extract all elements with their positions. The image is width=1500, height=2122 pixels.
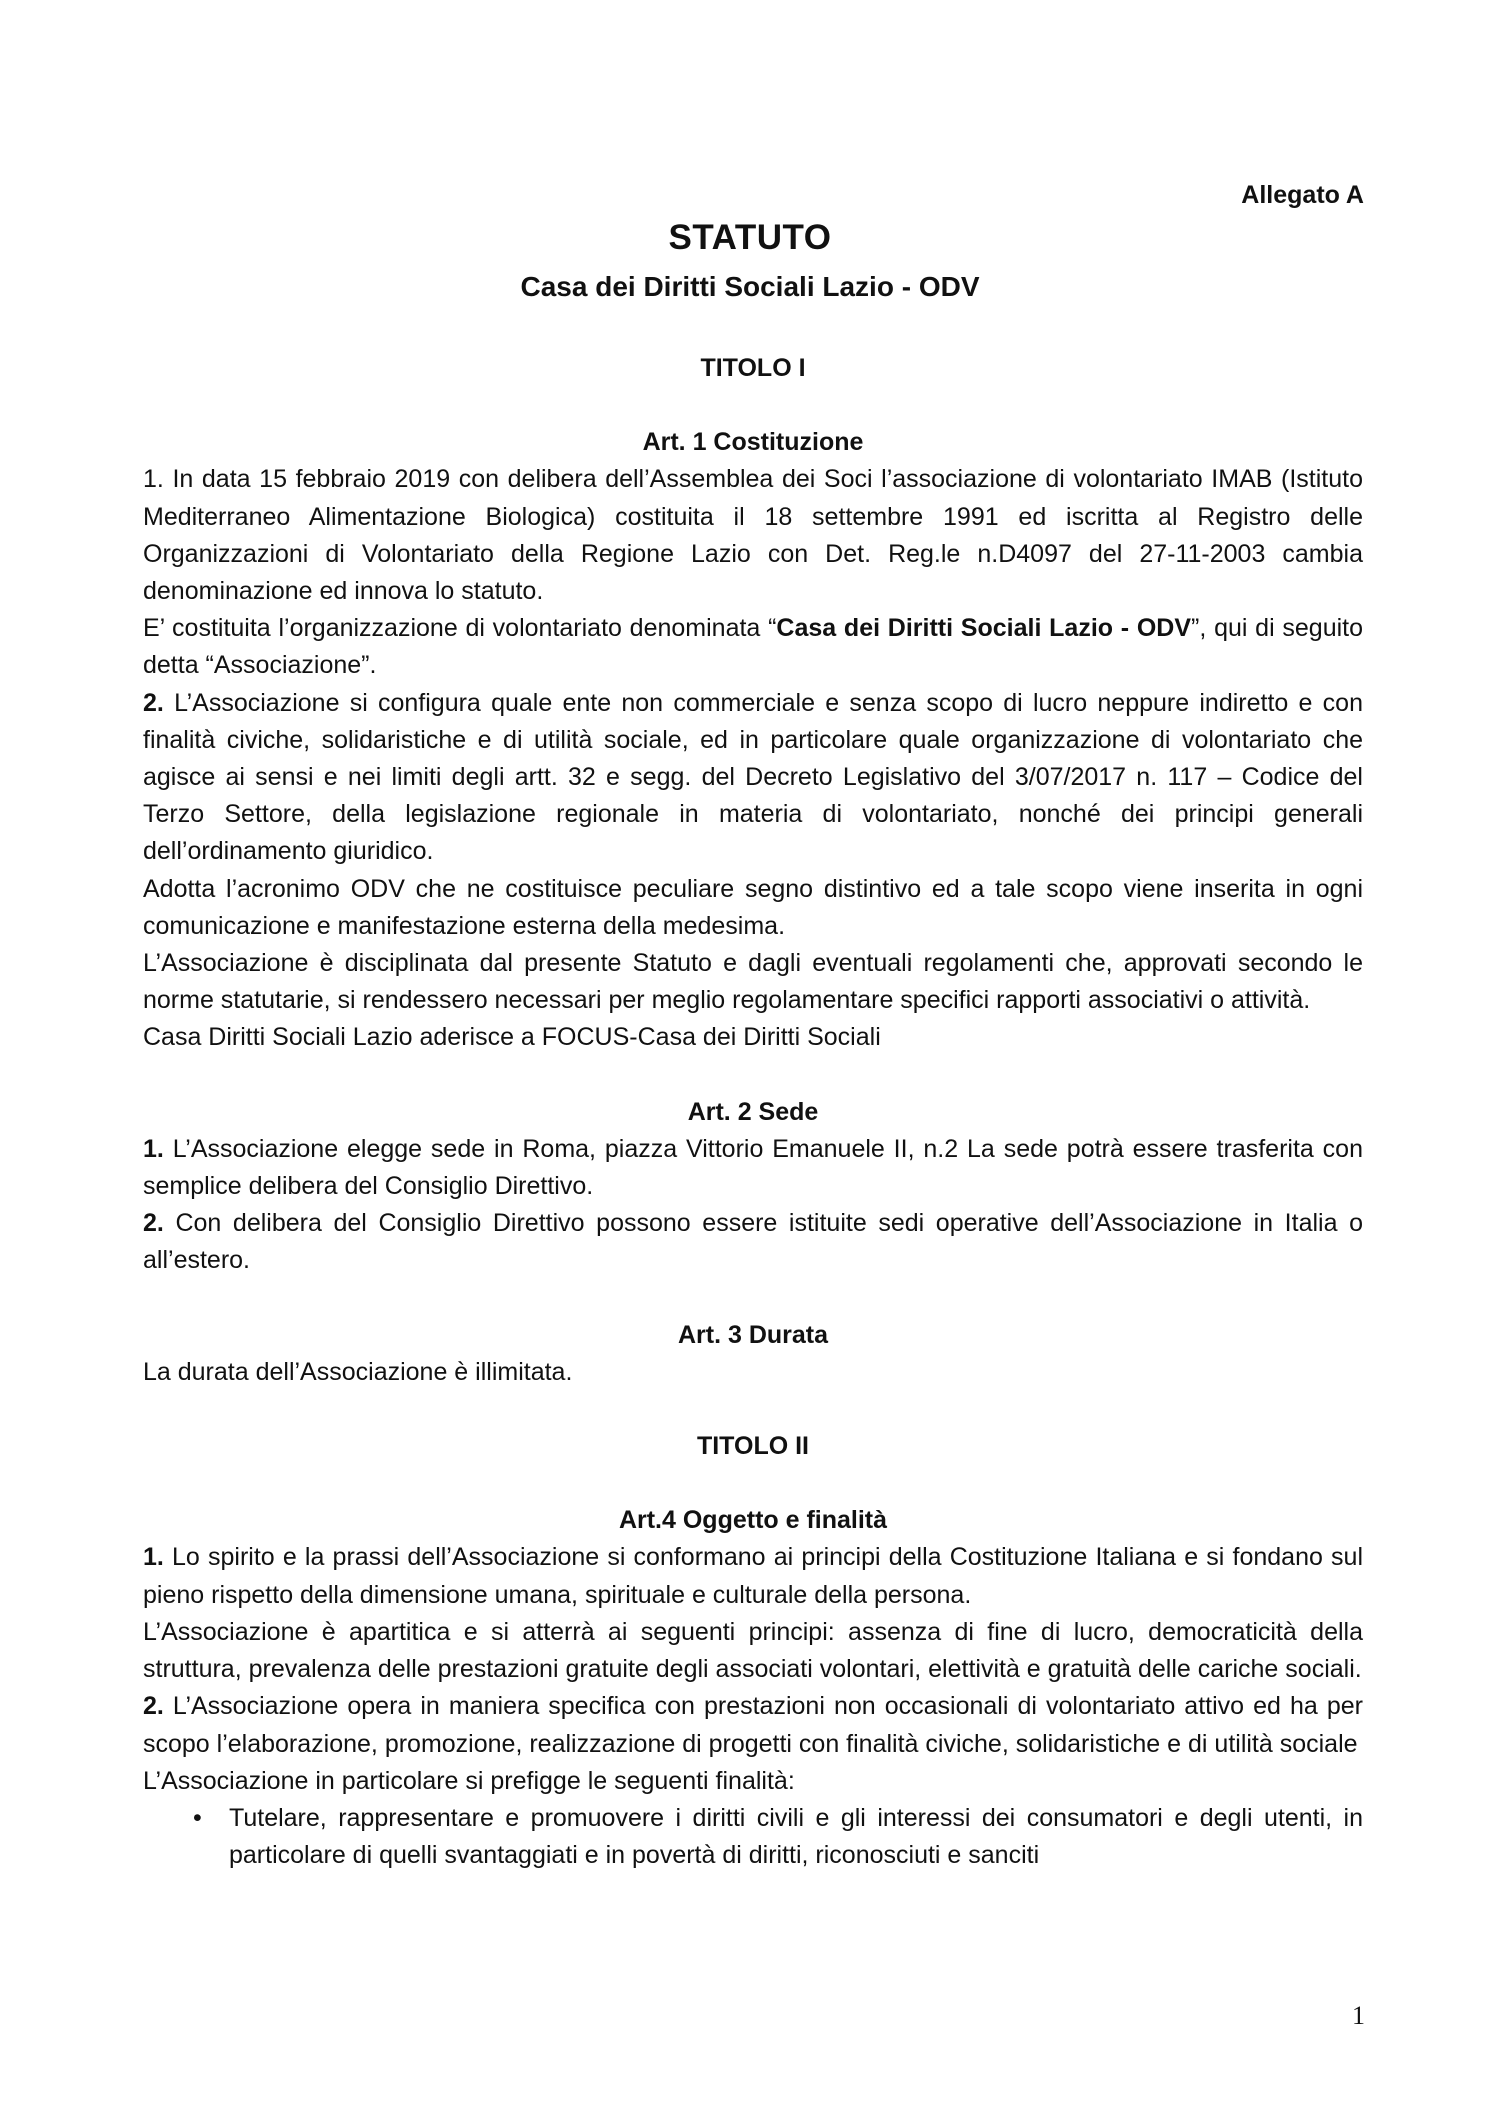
clause-number: 2. — [143, 688, 164, 717]
art2-paragraph-2 — [143, 1205, 1363, 1279]
document-title: STATUTO — [668, 218, 832, 257]
art2-heading: Art. 2 Sede — [687, 1097, 819, 1126]
art2-p2-text: Con delibera del Consiglio Direttivo possono essere istituite sedi operative dell’Associazione in Italia o all’estero. — [143, 1209, 1363, 1275]
titolo-1-heading: TITOLO I — [700, 354, 806, 382]
titolo-2-heading: TITOLO II — [696, 1432, 810, 1461]
annex-label: Allegato A — [1241, 181, 1364, 209]
art1-p2-pre: E’ costituita l’organizzazione di volontariato denominata “ — [143, 614, 777, 643]
art4-p1-text: Lo spirito e la prassi dell’Associazione si conformano ai principi della Costituzione Italiana e si fondano sul pieno rispetto della dimensione umana, spirituale e culturale della persona. — [143, 1543, 1363, 1609]
art4-p3-text: L’Associazione opera in maniera specifica con prestazioni non occasionali di volontariato attivo ed ha per scopo l’elaborazione, promozione, realizzazione di progetti con finalità civiche, solidaristiche e di utilità sociale — [143, 1692, 1363, 1758]
art1-paragraph-2 — [143, 610, 1363, 684]
art4-paragraph-2: L’Associazione è apartitica e si atterrà ai seguenti principi: assenza di fine di lucro, democraticità della struttura, prevalenza delle prestazioni gratuite degli associati volontari, elettività e gratuità delle cariche sociali. — [143, 1617, 1363, 1684]
page-number: 1 — [1352, 2001, 1365, 2030]
association-name: Casa dei Diritti Sociali Lazio - ODV — [776, 614, 1192, 643]
art1-paragraph-5: L’Associazione è disciplinata dal presente Statuto e dagli eventuali regolamenti che, approvati secondo le norme statutarie, si rendessero necessari per meglio regolamentare specifici rapporti associativi o attività. — [143, 949, 1363, 1015]
document-subtitle: Casa dei Diritti Sociali Lazio - ODV — [520, 271, 980, 302]
clause-number: 1. — [143, 1543, 164, 1572]
bullet-icon: • — [193, 1803, 202, 1832]
art4-paragraph-3 — [143, 1688, 1363, 1762]
document-body — [143, 350, 1363, 1874]
art1-paragraph-4: Adotta l’acronimo ODV che ne costituisce peculiare segno distintivo ed a tale scopo viene inserita in ogni comunicazione e manifestazione esterna della medesima. — [143, 874, 1363, 940]
art4-heading: Art.4 Oggetto e finalità — [618, 1506, 888, 1535]
art1-p2-post: ”, qui di seguito detta “Associazione”. — [143, 614, 1363, 680]
art1-paragraph-6: Casa Diritti Sociali Lazio aderisce a FOCUS-Casa dei Diritti Sociali — [143, 1023, 881, 1052]
list-item-text: Tutelare, rappresentare e promuovere i diritti civili e gli interessi dei consumatori e degli utenti, in particolare di quelli svantaggiati e in povertà di diritti, riconosciuti e sanciti — [229, 1803, 1363, 1870]
clause-number: 2. — [143, 1692, 164, 1721]
art3-heading: Art. 3 Durata — [677, 1320, 829, 1349]
clause-number: 1. — [143, 1134, 164, 1163]
aims-list — [143, 1800, 1363, 1874]
art1-paragraph-1: 1. In data 15 febbraio 2019 con delibera dell’Assemblea dei Soci l’associazione di volontariato IMAB (Istituto Mediterraneo Alimentazione Biologica) costituita il 18 settembre 1991 ed iscritta al Registro delle Organizzazioni di Volontariato della Regione Lazio con Det. Reg.le n.D4097 del 27-11-2003 cambia denominazione ed innova lo statuto. — [143, 465, 1363, 606]
art4-paragraph-1 — [143, 1539, 1363, 1613]
art2-p1-text: L’Associazione elegge sede in Roma, piazza Vittorio Emanuele II, n.2 La sede potrà essere trasferita con semplice delibera del Consiglio Direttivo. — [143, 1134, 1363, 1201]
art1-p3-text: L’Associazione si configura quale ente non commerciale e senza scopo di lucro neppure indiretto e con finalità civiche, solidaristiche e di utilità sociale, ed in particolare quale organizzazione di volontariato che agisce ai sensi e nei limiti degli artt. 32 e segg. del Decreto Legislativo del 3/07/2017 n. 117 – Codice del Terzo Settore, della legislazione regionale in materia di volontariato, nonché dei principi generali dell’ordinamento giuridico. — [143, 688, 1363, 866]
art1-paragraph-3 — [143, 685, 1363, 871]
list-item — [143, 1800, 1363, 1874]
art4-paragraph-4: L’Associazione in particolare si prefigge le seguenti finalità: — [143, 1766, 795, 1795]
clause-number: 2. — [143, 1209, 164, 1238]
art1-heading: Art. 1 Costituzione — [642, 428, 864, 457]
art3-paragraph-1: La durata dell’Associazione è illimitata. — [143, 1357, 573, 1386]
art2-paragraph-1 — [143, 1131, 1363, 1205]
